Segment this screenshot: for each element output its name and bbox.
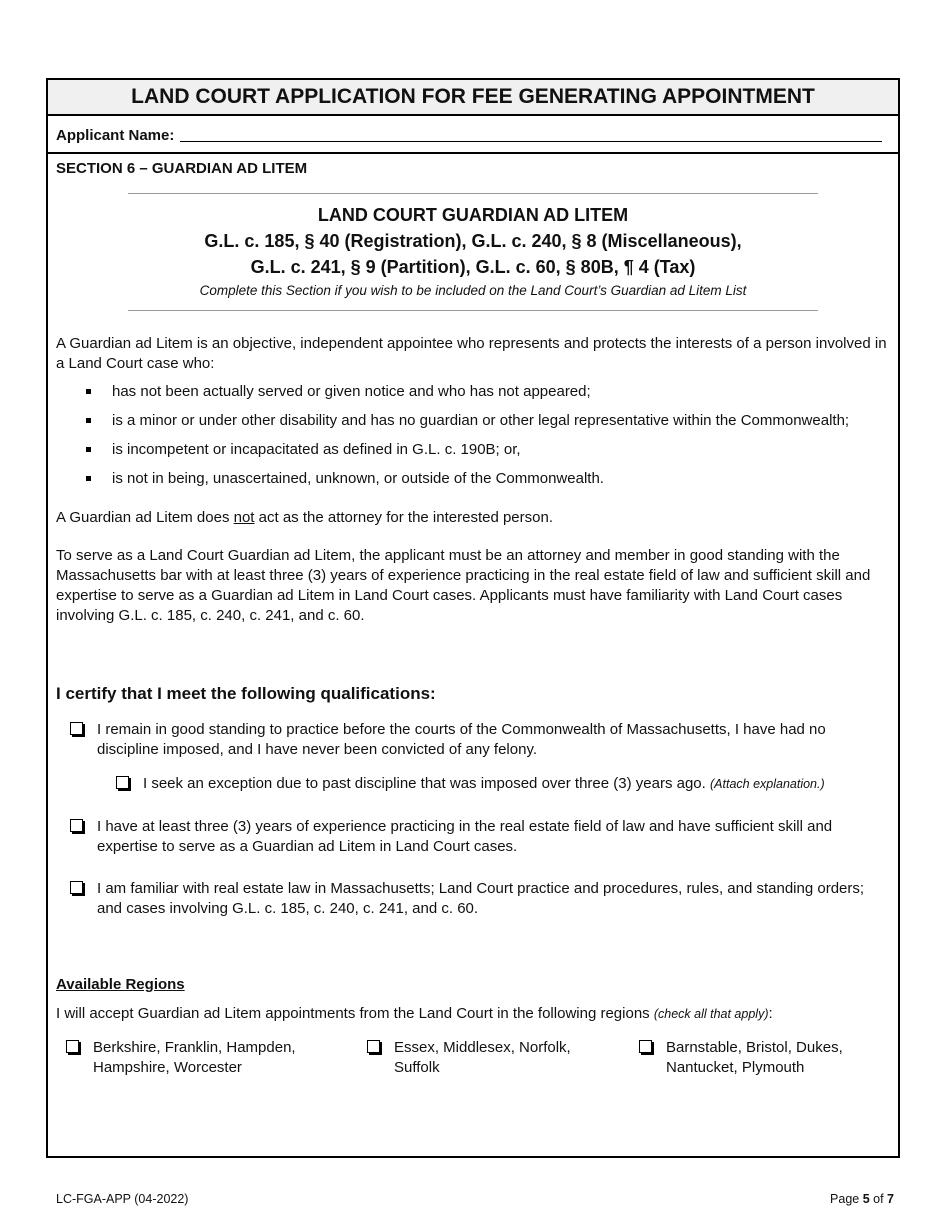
section-heading: LAND COURT GUARDIAN AD LITEM xyxy=(317,205,629,225)
divider-bottom xyxy=(128,310,818,311)
bullet-icon xyxy=(86,389,91,394)
emphasis-not: not xyxy=(233,509,255,526)
region-west-checkbox[interactable] xyxy=(66,1040,79,1053)
form-id: LC-FGA-APP (04-2022) xyxy=(56,1192,189,1206)
good-standing-checkbox[interactable] xyxy=(70,722,83,735)
divider-top xyxy=(128,193,818,194)
page-number: Page 5 of 7 xyxy=(830,1192,894,1206)
list-item: is a minor or under other disability and has no guardian or other legal representative within the Commonwealth; xyxy=(86,411,888,440)
bullet-icon xyxy=(86,447,91,452)
certify-heading: I certify that I meet the following qualifications: xyxy=(56,684,436,703)
region-northeast-checkbox[interactable] xyxy=(367,1040,380,1053)
applicant-name-label: Applicant Name: xyxy=(56,127,175,144)
familiarity-checkbox[interactable] xyxy=(70,881,83,894)
experience-checkbox[interactable] xyxy=(70,819,83,832)
list-item: has not been actually served or given notice and who has not appeared; xyxy=(86,382,888,411)
not-attorney-paragraph: A Guardian ad Litem does not act as the attorney for the interested person. xyxy=(56,509,553,526)
applicant-name-field[interactable] xyxy=(180,141,882,142)
list-item: is incompetent or incapacitated as defined in G.L. c. 190B; or, xyxy=(86,440,888,469)
section-heading-block xyxy=(48,202,898,302)
statute-line-2: G.L. c. 241, § 9 (Partition), G.L. c. 60, § 80B, ¶ 4 (Tax) xyxy=(250,257,696,277)
regions-heading: Available Regions xyxy=(56,976,185,993)
form-title: LAND COURT APPLICATION FOR FEE GENERATING APPOINTMENT xyxy=(48,80,898,116)
form-frame: LAND COURT APPLICATION FOR FEE GENERATING APPOINTMENT Applicant Name: SECTION 6 – GUARDIAN AD LITEM LAND COURT GUARDIAN AD LITEM G.L. c. 185, § 40 (Registration), G.L. c. 240, § 8 (Miscellaneous), G.L. c. 241, § 9 (Partition), G.L. c. 60, § 80B, ¶ 4 (Tax) Complete this Section if you wish to be included on the Land Court’s Guardian ad Litem List A Guardian ad Litem is an objective, independent appointee who represents and protects the interests of a person involved in a Land Court case who: has not been actually served or given notice and who has not appeared; is a minor or under other disability and has no guardian or other legal representative within the Commonwealth; is incompetent or incapacitated as defined in G.L. c. 190B; or, is not in being, unascertained, unknown, or outside of the Commonwealth. A Guardian ad Litem does not act as the attorney for the interested person. To serve as a Land Court Guardian ad Litem, the applicant must be an attorney and member in good standing with the Massachusetts bar with at least three (3) years of experience practicing in the real estate field of law and sufficient skill and expertise to serve as a Guardian ad Litem in Land Court cases. Applicants must have familiarity with Land Court cases involving G.L. c. 185, c. 240, c. 241, and c. 60. I certify that I meet the following qualifications: I remain in good standing to practice before the courts of the Commonwealth of Massachusetts, I have had no discipline imposed, and I have never been convicted of any felony. I seek an exception due to past discipline that was imposed over three (3) years ago. (Attach explanation.) I have at least three (3) years of experience practicing in the real estate field of law and have sufficient skill and expertise to serve as a Guardian ad Litem in Land Court cases. I am familiar with real estate law in Massachusetts; Land Court practice and procedures, rules, and standing orders; and cases involving G.L. c. 185, c. 240, c. 241, and c. 60. Available Regions I will accept Guardian ad Litem appointments from the Land Court in the following regions (check all that apply): Berkshire, Franklin, Hampden, Hampshire, Worcester Essex, Middlesex, Norfolk, Suffolk Barnstable, Bristol, Dukes, Nantucket, Plymouth xyxy=(46,78,900,1158)
list-item: is not in being, unascertained, unknown, or outside of the Commonwealth. xyxy=(86,469,888,498)
region-southeast-checkbox[interactable] xyxy=(639,1040,652,1053)
requirements-paragraph: To serve as a Land Court Guardian ad Litem, the applicant must be an attorney and member in good standing with the Massachusetts bar with at least three (3) years of experience practicing in the real estate field of law and sufficient skill and expertise to serve as a Guardian ad Litem in Land Court cases. Applicants must have familiarity with Land Court cases involving G.L. c. 185, c. 240, c. 241, and c. 60. xyxy=(56,547,871,624)
exception-checkbox[interactable] xyxy=(116,776,129,789)
applicant-name-row xyxy=(48,116,898,154)
bullet-icon xyxy=(86,418,91,423)
bullet-icon xyxy=(86,476,91,481)
statute-line-1: G.L. c. 185, § 40 (Registration), G.L. c. 240, § 8 (Miscellaneous), xyxy=(204,231,742,251)
section-label: SECTION 6 – GUARDIAN AD LITEM xyxy=(56,160,308,177)
intro-paragraph: A Guardian ad Litem is an objective, independent appointee who represents and protects the interests of a person involved in a Land Court case who: xyxy=(56,335,887,372)
eligibility-list xyxy=(86,382,888,498)
regions-intro: I will accept Guardian ad Litem appointments from the Land Court in the following regions (check all that apply): xyxy=(56,1005,773,1022)
section-note: Complete this Section if you wish to be included on the Land Court’s Guardian ad Litem List xyxy=(199,283,747,298)
